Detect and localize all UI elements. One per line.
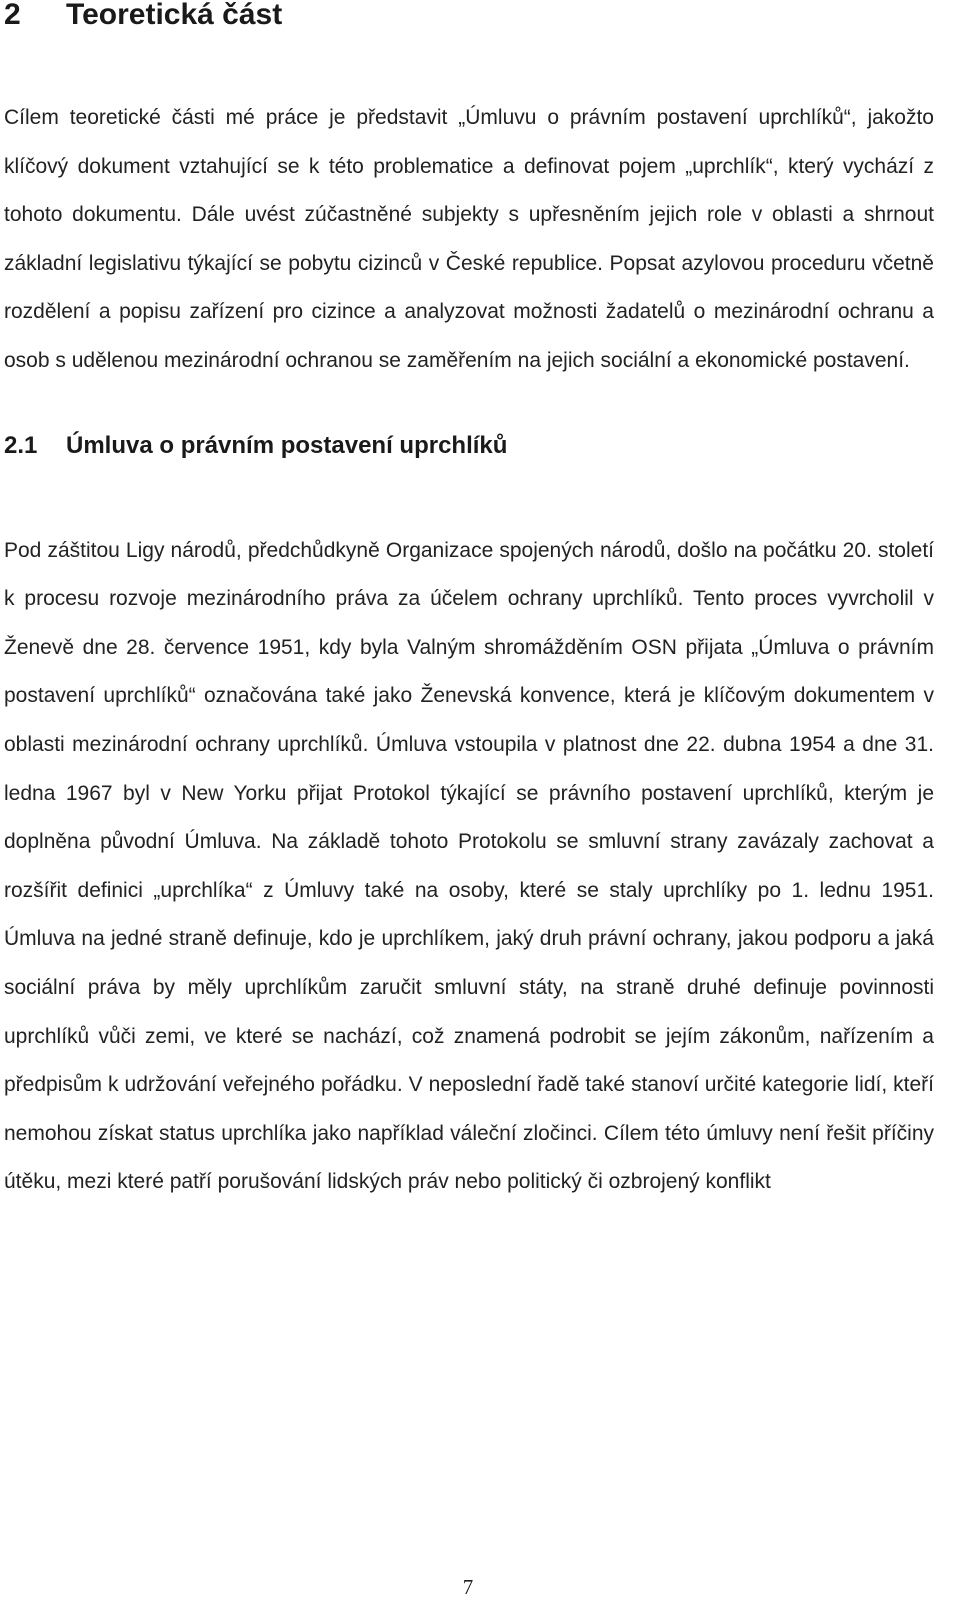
page-number: 7 xyxy=(462,1575,474,1599)
document-page xyxy=(4,0,934,1207)
section-number: 2.1 xyxy=(4,431,38,459)
section-heading xyxy=(4,431,934,461)
intro-paragraph: Cílem teoretické části mé práce je představit „Úmluvu o právním postavení uprchlíků“, jakožto klíčový dokument vztahující se k této problematice a definovat pojem „uprchlík“, který vychází z tohoto dokumentu. Dále uvést zúčastněné subjekty s upřesněním jejich role v oblasti a shrnout základní legislativu týkající se pobytu cizinců v České republice. Popsat azylovou proceduru včetně rozdělení a popisu zařízení pro cizince a analyzovat možnosti žadatelů o mezinárodní ochranu a osob s udělenou mezinárodní ochranou se zaměřením na jejich sociální a ekonomické postavení. xyxy=(4,106,934,372)
chapter-heading xyxy=(4,0,934,32)
section-paragraph: Pod záštitou Ligy národů, předchůdkyně Organizace spojených národů, došlo na počátku 20. století k procesu rozvoje mezinárodního práva za účelem ochrany uprchlíků. Tento proces vyvrcholil v Ženevě dne 28. července 1951, kdy byla Valným shromážděním OSN přijata „Úmluva o právním postavení uprchlíků“ označována také jako Ženevská konvence, která je klíčovým dokumentem v oblasti mezinárodní ochrany uprchlíků. Úmluva vstoupila v platnost dne 22. dubna 1954 a dne 31. ledna 1967 byl v New Yorku přijat Protokol týkající se právního postavení uprchlíků, kterým je doplněna původní Úmluva. Na základě tohoto Protokolu se smluvní strany zavázaly zachovat a rozšířit definici „uprchlíka“ z Úmluvy také na osoby, které se staly uprchlíky po 1. lednu 1951. Úmluva na jedné straně definuje, kdo je uprchlíkem, jaký druh právní ochrany, jakou podporu a jaká sociální práva by měly uprchlíkům zaručit smluvní státy, na straně druhé definuje povinnosti uprchlíků vůči zemi, ve které se nachází, což znamená podrobit se jejím zákonům, nařízením a předpisům k udržování veřejného pořádku. V neposlední řadě také stanoví určité kategorie lidí, kteří nemohou získat status uprchlíka jako například váleční zločinci. Cílem této úmluvy není řešit příčiny útěku, mezi které patří porušování lidských práv nebo politický či ozbrojený konflikt xyxy=(4,538,934,1194)
chapter-title: Teoretická část xyxy=(66,0,283,31)
chapter-number: 2 xyxy=(4,0,21,31)
section-title: Úmluva o právním postavení uprchlíků xyxy=(66,431,508,459)
